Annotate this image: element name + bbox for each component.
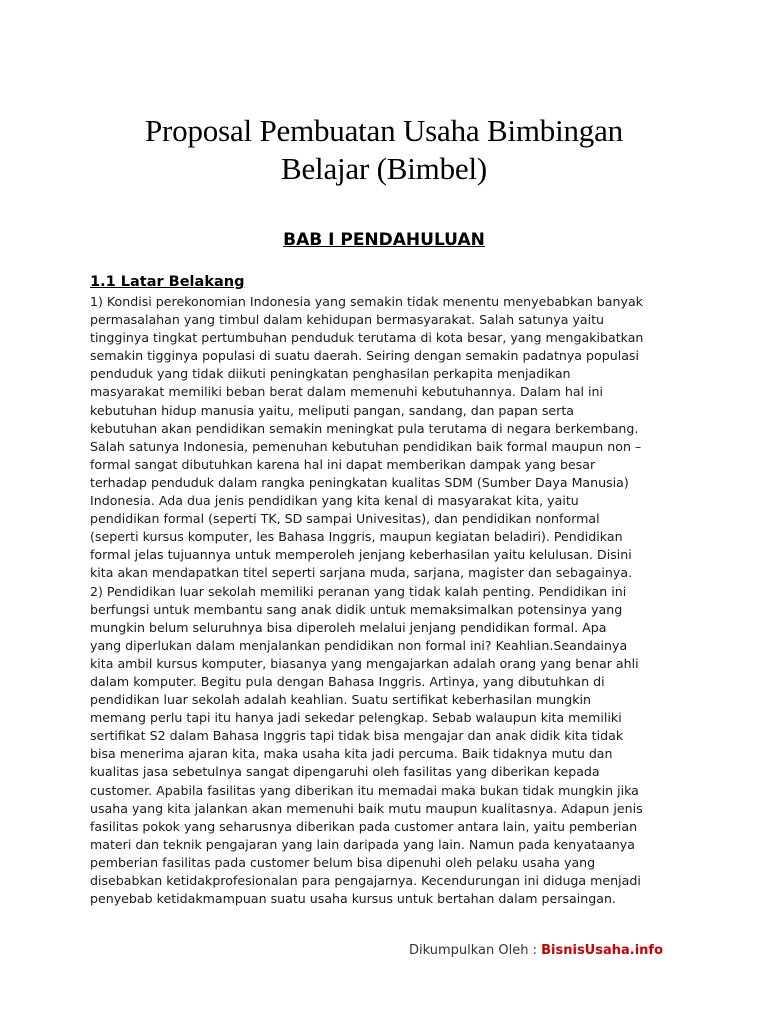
body-line: kita akan mendapatkan titel seperti sarjana muda, sarjana, magister dan sebagainya.: [90, 565, 633, 581]
body-paragraph: [90, 293, 690, 908]
body-line: pendidikan formal (seperti TK, SD sampai Univesitas), dan pendidikan nonformal: [90, 511, 600, 527]
document-title: [60, 112, 708, 188]
body-line: semakin tigginya populasi di suatu daerah. Seiring dengan semakin padatnya populasi: [90, 348, 639, 364]
body-line: pendidikan luar sekolah adalah keahlian. Suatu sertifikat keberhasilan mungkin: [90, 692, 592, 708]
body-line: kebutuhan akan pendidikan semakin meningkat pula terutama di negara berkembang.: [90, 420, 639, 436]
footer-credit: [409, 942, 663, 960]
body-line: berfungsi untuk membantu sang anak didik untuk memaksimalkan potensinya yang: [90, 601, 623, 617]
body-line: yang diperlukan dalam menjalankan pendidikan non formal ini? Keahlian.Seandainya: [90, 637, 628, 653]
body-line: penduduk yang tidak diikuti peningkatan penghasilan perkapita menjadikan: [90, 366, 571, 382]
body-line: formal jelas tujuannya untuk memperoleh jenjang keberhasilan yaitu kelulusan. Disini: [90, 547, 632, 563]
chapter-heading: BAB I PENDAHULUAN: [283, 230, 485, 250]
body-line: sertifikat S2 dalam Bahasa Inggris tapi tidak bisa mengajar dan anak didik kita tidak: [90, 728, 624, 744]
body-line: 1) Kondisi perekonomian Indonesia yang semakin tidak menentu menyebabkan banyak: [90, 294, 643, 309]
section-heading: 1.1 Latar Belakang: [90, 274, 245, 290]
body-line: Salah satunya Indonesia, pemenuhan kebutuhan pendidikan baik formal maupun non –: [90, 438, 642, 454]
body-line: kita ambil kursus komputer, biasanya yang mengajarkan adalah orang yang benar ahli: [90, 655, 639, 671]
body-line: masyarakat memiliki beban berat dalam memenuhi kebutuhannya. Dalam hal ini: [90, 384, 604, 400]
body-line: Indonesia. Ada dua jenis pendidikan yang kita kenal di masyarakat kita, yaitu: [90, 493, 579, 509]
body-line: dalam komputer. Begitu pula dengan Bahasa Inggris. Artinya, yang dibutuhkan di: [90, 673, 605, 689]
body-line: materi dan teknik pengajaran yang lain daripada yang lain. Namun pada kenyataanya: [90, 836, 635, 852]
body-line: bisa menerima ajaran kita, maka usaha kita jadi percuma. Baik tidaknya mutu dan: [90, 746, 613, 762]
body-line: pemberian fasilitas pada customer belum bisa dipenuhi oleh pelaku usaha yang: [90, 854, 596, 870]
footer-label: Dikumpulkan Oleh :: [409, 943, 542, 958]
body-line: penyebab ketidakmampuan suatu usaha kursus untuk bertahan dalam persaingan.: [90, 891, 616, 907]
title-line-1: Proposal Pembuatan Usaha Bimbingan: [145, 113, 623, 148]
body-line: fasilitas pokok yang seharusnya diberikan pada customer antara lain, yaitu pemberian: [90, 818, 638, 834]
body-line: formal sangat dibutuhkan karena hal ini dapat memberikan dampak yang besar: [90, 456, 596, 472]
body-line: permasalahan yang timbul dalam kehidupan bermasyarakat. Salah satunya yaitu: [90, 312, 605, 328]
body-line: 2) Pendidikan luar sekolah memiliki peranan yang tidak kalah penting. Pendidikan ini: [90, 583, 627, 599]
body-line: kualitas jasa sebetulnya sangat dipengaruhi oleh fasilitas yang diberikan kepada: [90, 764, 600, 780]
body-line: usaha yang kita jalankan akan memenuhi baik mutu maupun kualitasnya. Adapun jenis: [90, 800, 643, 816]
body-line: tingginya tingkat pertumbuhan penduduk terutama di kota besar, yang mengakibatkan: [90, 330, 644, 346]
body-line: memang perlu tapi itu hanya jadi sekedar pelengkap. Sebab walaupun kita memiliki: [90, 710, 622, 726]
title-line-2: Belajar (Bimbel): [281, 151, 487, 186]
body-line: disebabkan ketidakprofesionalan para pengajarnya. Kecendurungan ini diduga menjadi: [90, 873, 641, 888]
body-line: kebutuhan hidup manusia yaitu, meliputi pangan, sandang, dan papan serta: [90, 402, 574, 418]
footer-brand-link[interactable]: BisnisUsaha.info: [541, 943, 664, 958]
body-line: mungkin belum seluruhnya bisa diperoleh melalui jenjang pendidikan formal. Apa: [90, 619, 607, 635]
body-line: terhadap penduduk dalam rangka peningkatan kualitas SDM (Sumber Daya Manusia): [90, 474, 629, 490]
body-line: (seperti kursus komputer, les Bahasa Inggris, maupun kegiatan beladiri). Pendidikan: [90, 529, 623, 545]
body-line: customer. Apabila fasilitas yang diberikan itu memadai maka bukan tidak mungkin jika: [90, 782, 639, 798]
